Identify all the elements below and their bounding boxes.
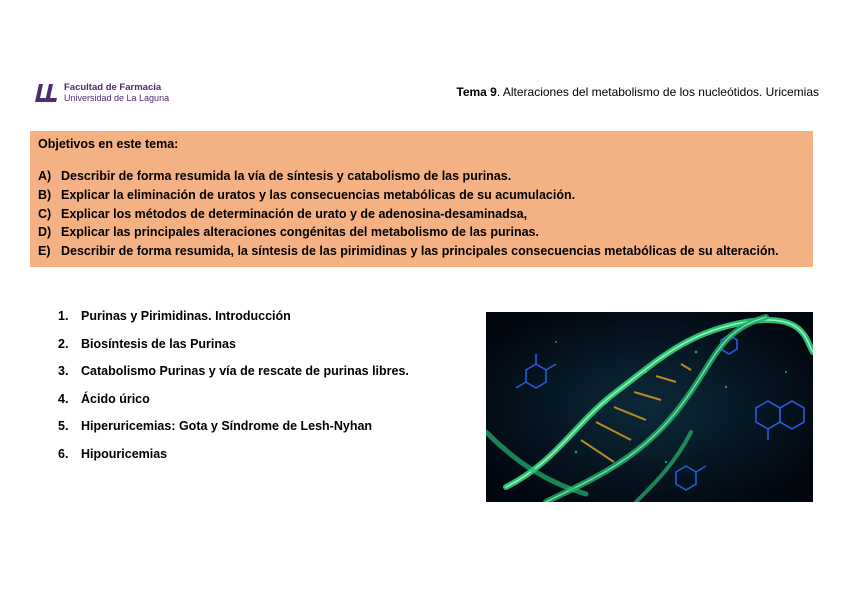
objectives-heading: Objetivos en este tema: (38, 137, 179, 151)
dna-helix-icon (486, 312, 813, 502)
contents-text: Biosíntesis de las Purinas (81, 336, 236, 351)
objective-text: Describir de forma resumida la vía de síntesis y catabolismo de las purinas. (61, 169, 512, 183)
objectives-box (30, 131, 813, 267)
contents-text: Catabolismo Purinas y vía de rescate de purinas libres. (81, 364, 409, 379)
objective-letter: B) (38, 187, 52, 202)
objective-text: Explicar los métodos de determinación de urato y de adenosina-desaminadsa, (61, 206, 528, 221)
page-title-subject: . Alteraciones del metabolismo de los nucleótidos. Uricemias (496, 85, 819, 99)
contents-text: Ácido úrico (81, 391, 150, 406)
objective-letter: D) (38, 225, 52, 240)
contents-item (58, 418, 409, 446)
objective-text: Explicar la eliminación de uratos y las consecuencias metabólicas de su acumulación. (61, 187, 576, 202)
contents-item (58, 391, 409, 419)
contents-text: Hipouricemias (81, 446, 168, 461)
contents-item (58, 446, 409, 474)
objective-letter: A) (38, 169, 52, 183)
logo-faculty-name: Facultad de Farmacia (64, 82, 162, 93)
objective-item (38, 186, 805, 205)
objective-item (38, 242, 805, 261)
contents-item (58, 363, 409, 391)
contents-list (58, 308, 409, 474)
objective-letter: C) (38, 206, 52, 221)
objective-letter: E) (38, 244, 51, 259)
logo-university-name: Universidad de La Laguna (64, 93, 170, 103)
objective-text: Explicar las principales alteraciones congénitas del metabolismo de las purinas. (61, 225, 539, 240)
contents-text: Purinas y Pirimidinas. Introducción (81, 309, 291, 323)
objective-item (38, 223, 805, 242)
page-title (456, 85, 819, 99)
contents-text: Hiperuricemias: Gota y Síndrome de Lesh-Nyhan (81, 419, 373, 434)
objective-item (38, 167, 805, 186)
faculty-logo (33, 82, 169, 104)
contents-number: 5. (58, 419, 69, 434)
contents-number: 3. (58, 364, 69, 379)
page-title-topic: Tema 9 (456, 85, 497, 99)
contents-number: 6. (58, 446, 69, 461)
contents-number: 1. (58, 309, 69, 323)
ull-logo-icon (33, 82, 59, 104)
contents-number: 2. (58, 336, 69, 351)
contents-number: 4. (58, 391, 69, 406)
contents-item (58, 336, 409, 364)
dna-image (486, 312, 813, 502)
contents-item (58, 308, 409, 336)
objective-text: Describir de forma resumida, la síntesis de las pirimidinas y las principales consecuencias metabólicas de su alteración. (61, 244, 779, 259)
objective-item (38, 205, 805, 224)
